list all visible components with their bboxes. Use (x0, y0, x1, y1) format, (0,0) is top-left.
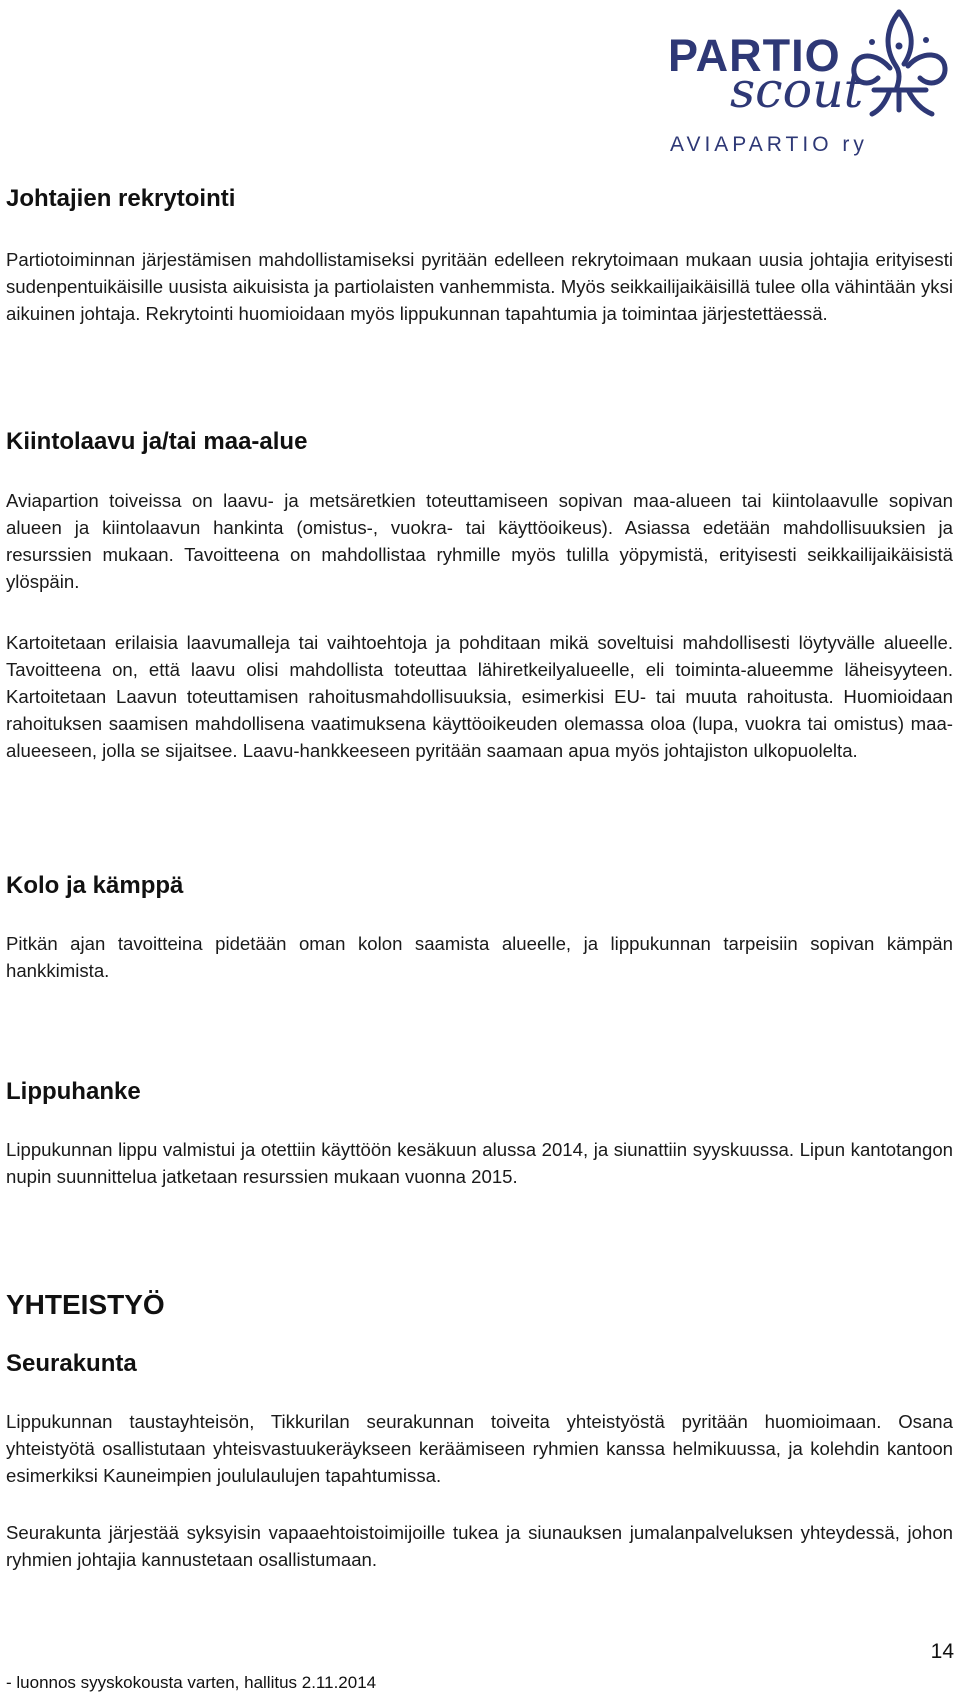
heading-lippuhanke: Lippuhanke (6, 1078, 141, 1105)
heading-kolo-ja-kamppa: Kolo ja kämppä (6, 872, 184, 899)
heading-seurakunta: Seurakunta (6, 1350, 137, 1377)
paragraph-flag: Lippukunnan lippu valmistui ja otettiin käyttöön kesäkuun alussa 2014, ja siunattiin syyskuussa. Lipun kantotangon nupin suunnittelua jatketaan resurssien mukaan vuonna 2015. (6, 1139, 953, 1187)
paragraph-den: Pitkän ajan tavoitteina pidetään oman kolon saamista alueelle, ja lippukunnan tarpeisiin sopivan kämpän hankkimista. (6, 933, 953, 981)
fleur-de-lis-icon (846, 6, 952, 118)
heading-johtajien-rekrytointi: Johtajien rekrytointi (6, 185, 236, 212)
paragraph-parish-1: Lippukunnan taustayhteisön, Tikkurilan seurakunnan toiveita yhteistyöstä pyritään huomioimaan. Osana yhteistyötä osallistutaan yhteisvastuukeräykseen keräämiseen ryhmien kanssa helmikuussa, ja kolehdin kantoon esimerkiksi Kauneimpien joululaulujen tapahtumissa. (6, 1411, 953, 1486)
heading-yhteistyo: YHTEISTYÖ (6, 1289, 165, 1320)
paragraph-shelter-1: Aviapartion toiveissa on laavu- ja metsäretkien toteuttamiseen sopivan maa-alueen tai kiintolaavulle sopivan alueen ja kiintolaavun hankinta (omistus-, vuokra- tai käyttöoikeus). Asiassa edetään mahdollisuuksien ja resurssien mukaan. Tavoitteena on mahdollistaa ryhmille myös tulilla yöpymistä, erityisesti seikkailijaikäisistä ylöspäin. (6, 490, 953, 592)
paragraph-parish-2: Seurakunta järjestää syksyisin vapaaehtoistoimijoille tukea ja siunauksen jumalanpalveluksen yhteydessä, johon ryhmien johtajia kannustetaan osallistumaan. (6, 1522, 953, 1570)
partio-scout-logo (660, 4, 956, 164)
page-number: 14 (930, 1640, 954, 1663)
logo-organisation-name: AVIAPARTIO ry (670, 133, 868, 156)
heading-kiintolaavu: Kiintolaavu ja/tai maa-alue (6, 428, 308, 455)
logo-wordmark-partio: PARTIO (668, 30, 841, 81)
paragraph-recruitment: Partiotoiminnan järjestämisen mahdollistamiseksi pyritään edelleen rekrytoimaan mukaan uusia johtajia erityisesti sudenpentuikäisille uusista aikuisista ja partiolaisten vanhemmista. Myös seikkailijaikäisillä tulee olla vähintään yksi aikuinen johtaja. Rekrytointi huomioidaan myös lippukunnan tapahtumia ja toimintaa järjestettäessä. (6, 249, 953, 324)
paragraph-shelter-2: Kartoitetaan erilaisia laavumalleja tai vaihtoehtoja ja pohditaan mikä soveltuisi mahdollisesti löytyvälle alueelle. Tavoitteena on, että laavu olisi mahdollista toteuttaa lähiretkeilyalueelle, eli toiminta-alueemme läheisyyteen. Kartoitetaan Laavun toteuttamisen rahoitusmahdollisuuksia, esimerkisi EU- tai muuta rahoitusta. Huomioidaan rahoituksen saamisen mahdollisena vaatimuksena käyttöoikeuden olemassa oloa (lupa, vuokra tai omistus) maa-alueeseen, jolla se sijaitsee. Laavu-hankkeeseen pyritään saamaan apua myös johtajiston ulkopuolelta. (6, 632, 953, 761)
footer-draft-note: - luonnos syyskokousta varten, hallitus 2.11.2014 (6, 1673, 377, 1692)
logo-wordmark-scout: scout (730, 62, 864, 119)
